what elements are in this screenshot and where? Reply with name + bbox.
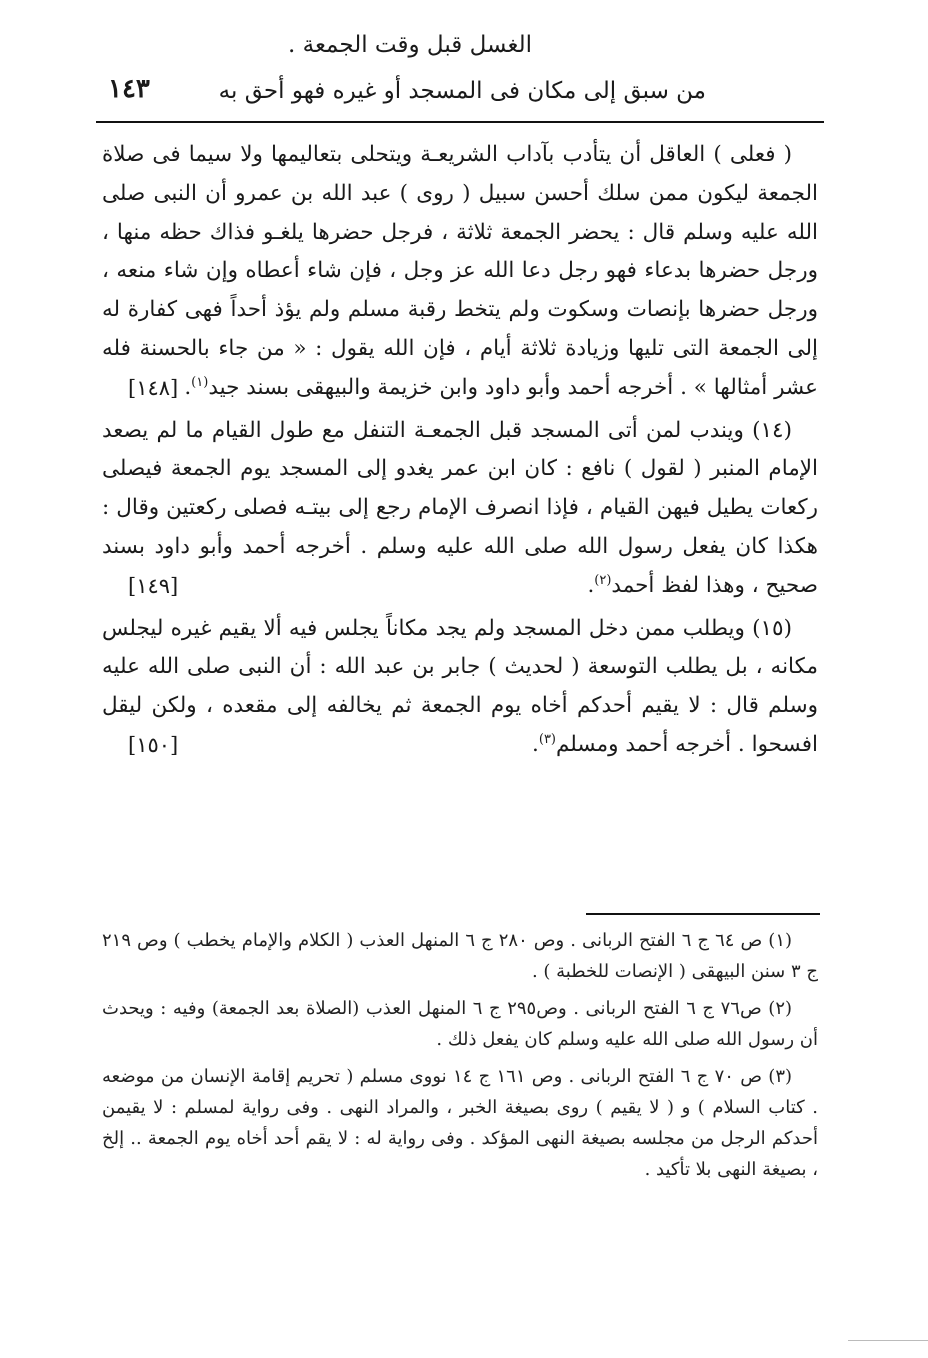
page-number: ١٤٣ xyxy=(108,74,150,104)
header-rule xyxy=(96,121,824,123)
hadith-reference-number: [١٥٠] xyxy=(128,732,179,757)
paragraph-ending: . xyxy=(587,572,595,598)
paragraph-text: (١٤) ويندب لمن أتى المسجد قبل الجمعـة التنفل مع طول القيام ما لم يصعد الإمام المنبر ( لقول ) نافع : كان ابن عمر يغدو إلى المسجد يوم الجمعة فيصلى ركعات يطيل فيهن القيام ، فإذا انصرف الإمام رجع إلى بيتـه فصلى ركعتين وقال : هكذا كان يفعل رسول الله صلى الله عليه وسلم . أخرجه أحمد وأبو داود بسند صحيح ، وهذا لفظ أحمد xyxy=(102,417,818,598)
footnote: (٣) ص ٧٠ ج ٦ الفتح الربانى . وص ١٦١ ج ١٤ نووى مسلم ( تحريم إقامة الإنسان من موضعه . كتاب السلام ) و ( لا يقيم ) روى بصيغة الخبر ، والمراد النهى . وفى رواية لمسلم : لا يقيمن أحدكم الرجل من مجلسه بصيغة النهى المؤكد . وفى رواية له : لا يقم أحد أخاه يوم الجمعة .. إلخ ، بصيغة النهى بلا تأكيد . xyxy=(102,1066,818,1180)
paragraph-text: ( فعلى ) العاقل أن يتأدب بآداب الشريعـة ويتحلى بتعاليمها ولا سيما فى صلاة الجمعة ليكون ممن سلك أحسن سبيل ( روى ) عبد الله بن عمرو أن النبى صلى الله عليه وسلم قال : يحضر الجمعة ثلاثة ، فرجل حضرها يلغـو فذاك حظه منها ، ورجل حضرها بدعاء فهو رجل دعا الله عز وجل ، فإن شاء أعطاه وإن شاء منعه ، ورجل حضرها بإنصات وسكوت ولم يتخط رقبة مسلم ولم يؤذ أحداً فهى كفارة له إلى الجمعة التى تليها وزيادة ثلاثة أيام ، فإن الله يقول : « من جاء بالحسنة فله عشر أمثالها » . أخرجه أحمد وأبو داود وابن خزيمة والبيهقى بسند جيد xyxy=(102,142,818,400)
hadith-reference-number: [١٤٩] xyxy=(128,573,179,598)
scan-edge-line xyxy=(848,1340,928,1341)
running-subtitle: من سبق إلى مكان فى المسجد أو غيره فهو أحق به xyxy=(218,78,706,104)
footnotes xyxy=(102,925,818,1191)
paragraph-ending: . xyxy=(532,731,539,757)
paragraph xyxy=(102,412,818,606)
paragraph-text: (١٥) ويطلب ممن دخل المسجد ولم يجد مكاناً يجلس فيه ألا يقيم غيره ليجلس مكانه ، بل يطلب التوسعة ( لحديث ) جابر بن عبد الله : أن النبى صلى الله عليه وسلم قال : لا يقيم أحدكم أخاه يوم الجمعة ثم يخالفه إلى مقعده ، ولكن ليقل افسحوا . أخرجه أحمد ومسلم xyxy=(102,615,818,757)
footnote-marker: (٢) xyxy=(594,572,612,588)
paragraph xyxy=(102,610,818,765)
paragraph xyxy=(102,136,818,408)
paragraph-ending: . xyxy=(184,374,192,400)
hadith-reference-number: [١٤٨] xyxy=(128,375,179,400)
footnote: (١) ص ٦٤ ج ٦ الفتح الربانى . وص ٢٨٠ ج ٦ المنهل العذب ( الكلام والإمام يخطب ) وص ٢١٩ ج ٣ سنن البيهقى ( الإنصات للخطبة ) . xyxy=(102,930,818,982)
running-title: الغسل قبل وقت الجمعة . xyxy=(288,32,532,58)
footnote: (٢) ص٧٦ ج ٦ الفتح الربانى . وص٢٩٥ ج ٦ المنهل العذب (الصلاة بعد الجمعة) وفيه : ويحدث أن رسول الله صلى الله عليه وسلم كان يفعل ذلك . xyxy=(102,998,818,1050)
footnote-rule xyxy=(586,913,820,915)
main-text xyxy=(102,136,818,765)
footnote-marker: (٣) xyxy=(538,731,556,747)
footnote-marker: (١) xyxy=(191,374,209,390)
